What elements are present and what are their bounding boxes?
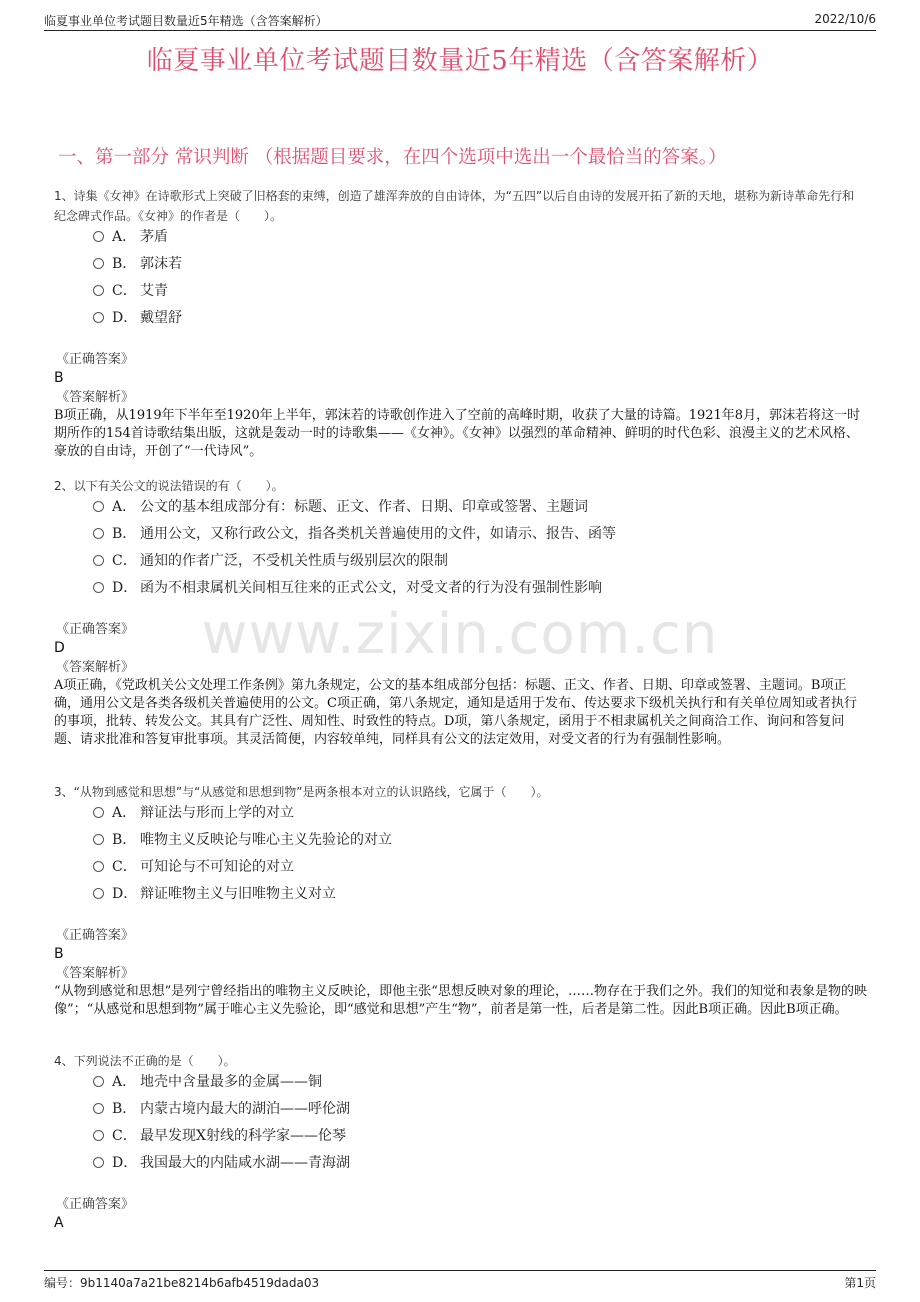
option-letter: D． <box>112 886 138 902</box>
question-stem-4: 4、下列说法不正确的是（ ）。 <box>54 1054 236 1068</box>
option-letter: B． <box>112 256 137 272</box>
option-text: 通知的作者广泛，不受机关性质与级别层次的限制 <box>140 553 448 569</box>
radio-icon[interactable] <box>93 231 104 242</box>
correct-answer-2: D <box>54 640 65 656</box>
analysis-3: “从物到感觉和思想”是列宁曾经指出的唯物主义反映论，即他主张“思想反映对象的理论，……物存在于我们之外。我们的知觉和表象是物的映像”；“从感觉和思想到物”属于唯心主义先验论，即“感觉和思想”产生“物”，前者是第一性，后者是第二性。因此B项正确。因此B项正确。 <box>54 984 867 1017</box>
option-letter: D． <box>112 580 138 596</box>
radio-icon[interactable] <box>93 1157 104 1168</box>
analysis-label: 《答案解析》 <box>56 966 135 981</box>
correct-answer-label: 《正确答案》 <box>56 622 135 637</box>
option-text: 戴望舒 <box>140 310 182 326</box>
option-4c[interactable] <box>93 1125 346 1147</box>
radio-icon[interactable] <box>93 501 104 512</box>
option-2a[interactable] <box>93 496 588 518</box>
option-text: 可知论与不可知论的对立 <box>140 859 294 875</box>
option-text: 辩证唯物主义与旧唯物主义对立 <box>140 886 336 902</box>
option-letter: B． <box>112 1101 137 1117</box>
question-stem-3: 3、“从物到感觉和思想”与“从感觉和思想到物”是两条根本对立的认识路线，它属于（ ）。 <box>54 785 549 799</box>
option-letter: B． <box>112 832 137 848</box>
option-1c[interactable] <box>93 280 168 302</box>
watermark: www.zixin.com.cn <box>201 602 719 667</box>
option-text: 茅盾 <box>140 229 168 245</box>
footer-page-number: 第1页 <box>844 1276 876 1290</box>
radio-icon[interactable] <box>93 1076 104 1087</box>
radio-icon[interactable] <box>93 285 104 296</box>
header-date: 2022/10/6 <box>814 12 876 26</box>
option-1d[interactable] <box>93 307 182 329</box>
option-text: 通用公文，又称行政公文，指各类机关普遍使用的文件，如请示、报告、函等 <box>140 526 616 542</box>
option-2d[interactable] <box>93 577 602 599</box>
option-2b[interactable] <box>93 523 616 545</box>
radio-icon[interactable] <box>93 888 104 899</box>
option-3c[interactable] <box>93 856 294 878</box>
radio-icon[interactable] <box>93 528 104 539</box>
question-stem-1: 1、诗集《女神》在诗歌形式上突破了旧格套的束缚，创造了雄浑奔放的自由诗体，为“五四”以后自由诗的发展开拓了新的天地，堪称为新诗革命先行和纪念碑式作品。《女神》的作者是（ ）。 <box>54 189 855 223</box>
option-text: 艾青 <box>140 283 168 299</box>
option-letter: C． <box>112 283 137 299</box>
analysis-1: B项正确，从1919年下半年至1920年上半年，郭沫若的诗歌创作进入了空前的高峰时期，收获了大量的诗篇。1921年8月，郭沫若将这一时期所作的154首诗歌结集出版，这就是轰动一时的诗歌集——《女神》。《女神》以强烈的革命精神、鲜明的时代色彩、浪漫主义的艺术风格、豪放的自由诗，开创了“一代诗风”。 <box>54 408 861 459</box>
option-4d[interactable] <box>93 1152 350 1174</box>
option-letter: B． <box>112 526 137 542</box>
option-1a[interactable] <box>93 226 168 248</box>
analysis-label: 《答案解析》 <box>56 660 135 675</box>
option-3a[interactable] <box>93 802 294 824</box>
radio-icon[interactable] <box>93 582 104 593</box>
header-doc-name: 临夏事业单位考试题目数量近5年精选（含答案解析） <box>44 14 328 28</box>
option-letter: A． <box>112 805 137 821</box>
page-footer <box>44 1270 876 1293</box>
option-letter: D． <box>112 1155 138 1171</box>
option-letter: A． <box>112 499 137 515</box>
option-text: 地壳中含量最多的金属——铜 <box>140 1074 322 1090</box>
option-text: 内蒙古境内最大的湖泊——呼伦湖 <box>140 1101 350 1117</box>
option-letter: C． <box>112 1128 137 1144</box>
radio-icon[interactable] <box>93 834 104 845</box>
option-text: 公文的基本组成部分有：标题、正文、作者、日期、印章或签署、主题词 <box>140 499 588 515</box>
option-letter: C． <box>112 859 137 875</box>
analysis-label: 《答案解析》 <box>56 390 135 405</box>
correct-answer-label: 《正确答案》 <box>56 352 135 367</box>
radio-icon[interactable] <box>93 1103 104 1114</box>
option-3d[interactable] <box>93 883 336 905</box>
radio-icon[interactable] <box>93 861 104 872</box>
option-3b[interactable] <box>93 829 392 851</box>
correct-answer-label: 《正确答案》 <box>56 1197 135 1212</box>
radio-icon[interactable] <box>93 807 104 818</box>
option-letter: C． <box>112 553 137 569</box>
radio-icon[interactable] <box>93 555 104 566</box>
option-text: 唯物主义反映论与唯心主义先验论的对立 <box>140 832 392 848</box>
section-heading: 一、第一部分 常识判断 （根据题目要求，在四个选项中选出一个最恰当的答案。） <box>58 147 727 168</box>
option-text: 最早发现X射线的科学家——伦琴 <box>140 1128 346 1144</box>
correct-answer-4: A <box>54 1215 64 1231</box>
correct-answer-label: 《正确答案》 <box>56 928 135 943</box>
option-4a[interactable] <box>93 1071 322 1093</box>
radio-icon[interactable] <box>93 312 104 323</box>
footer-doc-code: 编号：9b1140a7a21be8214b6afb4519dada03 <box>44 1276 320 1290</box>
option-text: 郭沫若 <box>140 256 182 272</box>
page-title: 临夏事业单位考试题目数量近5年精选（含答案解析） <box>146 46 774 76</box>
radio-icon[interactable] <box>93 1130 104 1141</box>
option-2c[interactable] <box>93 550 448 572</box>
page-header <box>44 10 876 31</box>
option-text: 函为不相隶属机关间相互往来的正式公文，对受文者的行为没有强制性影响 <box>140 580 602 596</box>
correct-answer-1: B <box>54 370 64 386</box>
option-letter: A． <box>112 1074 137 1090</box>
correct-answer-3: B <box>54 946 64 962</box>
option-letter: A． <box>112 229 137 245</box>
question-stem-2: 2、以下有关公文的说法错误的有（ ）。 <box>54 479 284 493</box>
option-text: 我国最大的内陆咸水湖——青海湖 <box>140 1155 350 1171</box>
option-text: 辩证法与形而上学的对立 <box>140 805 294 821</box>
analysis-2: A项正确，《党政机关公文处理工作条例》第九条规定，公文的基本组成部分包括：标题、正文、作者、日期、印章或签署、主题词。B项正确，通用公文是各类各级机关普遍使用的公文。C项正确，第八条规定，通知是适用于发布、传达要求下级机关执行和有关单位周知或者执行的事项，批转、转发公文。其具有广泛性、周知性、时致性的特点。D项，第八条规定，函用于不相隶属机关之间商洽工作、询问和答复问题、请求批准和答复审批事项。其灵活简便，内容较单纯，同样具有公文的法定效用，对受文者的行为有强制性影响。 <box>54 678 857 747</box>
radio-icon[interactable] <box>93 258 104 269</box>
option-letter: D． <box>112 310 138 326</box>
option-1b[interactable] <box>93 253 182 275</box>
option-4b[interactable] <box>93 1098 350 1120</box>
